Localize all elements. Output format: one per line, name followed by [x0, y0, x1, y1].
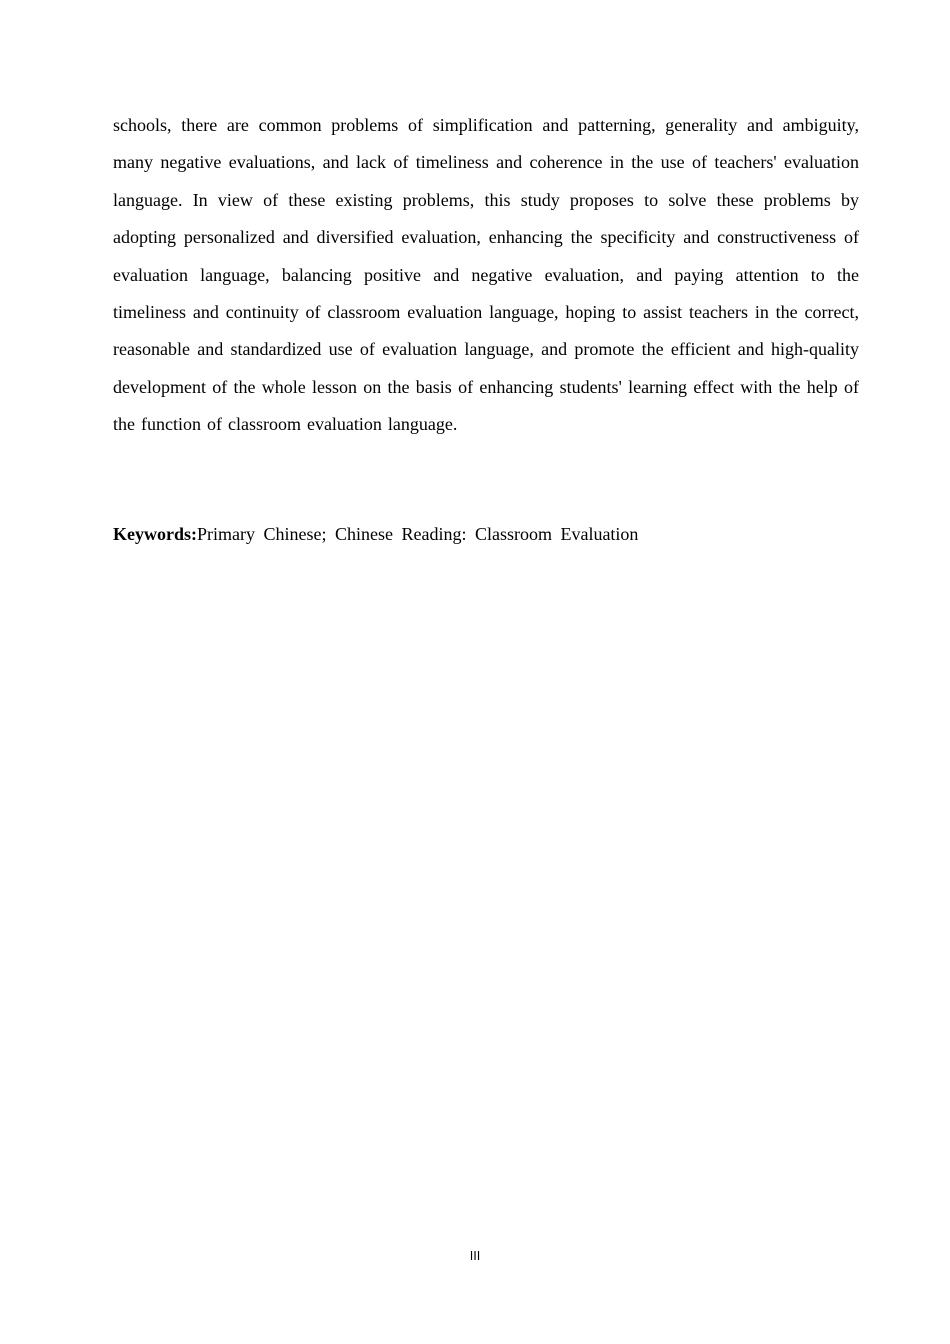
page-number: III	[469, 1249, 481, 1263]
keywords-value: Primary Chinese; Chinese Reading: Classroom Evaluation	[197, 524, 639, 544]
keywords-label: Keywords:	[113, 524, 197, 544]
abstract-paragraph: schools, there are common problems of simplification and patterning, generality and ambiguity, many negative evaluations, and lack of timeliness and coherence in the use of teachers' evaluation language. In view of these existing problems, this study proposes to solve these problems by adopting personalized and diversified evaluation, enhancing the specificity and constructiveness of evaluation language, balancing positive and negative evaluation, and paying attention to the timeliness and continuity of classroom evaluation language, hoping to assist teachers in the correct, reasonable and standardized use of evaluation language, and promote the efficient and high-quality development of the whole lesson on the basis of enhancing students' learning effect with the help of the function of classroom evaluation language.	[113, 115, 859, 435]
keywords-line	[113, 516, 859, 553]
